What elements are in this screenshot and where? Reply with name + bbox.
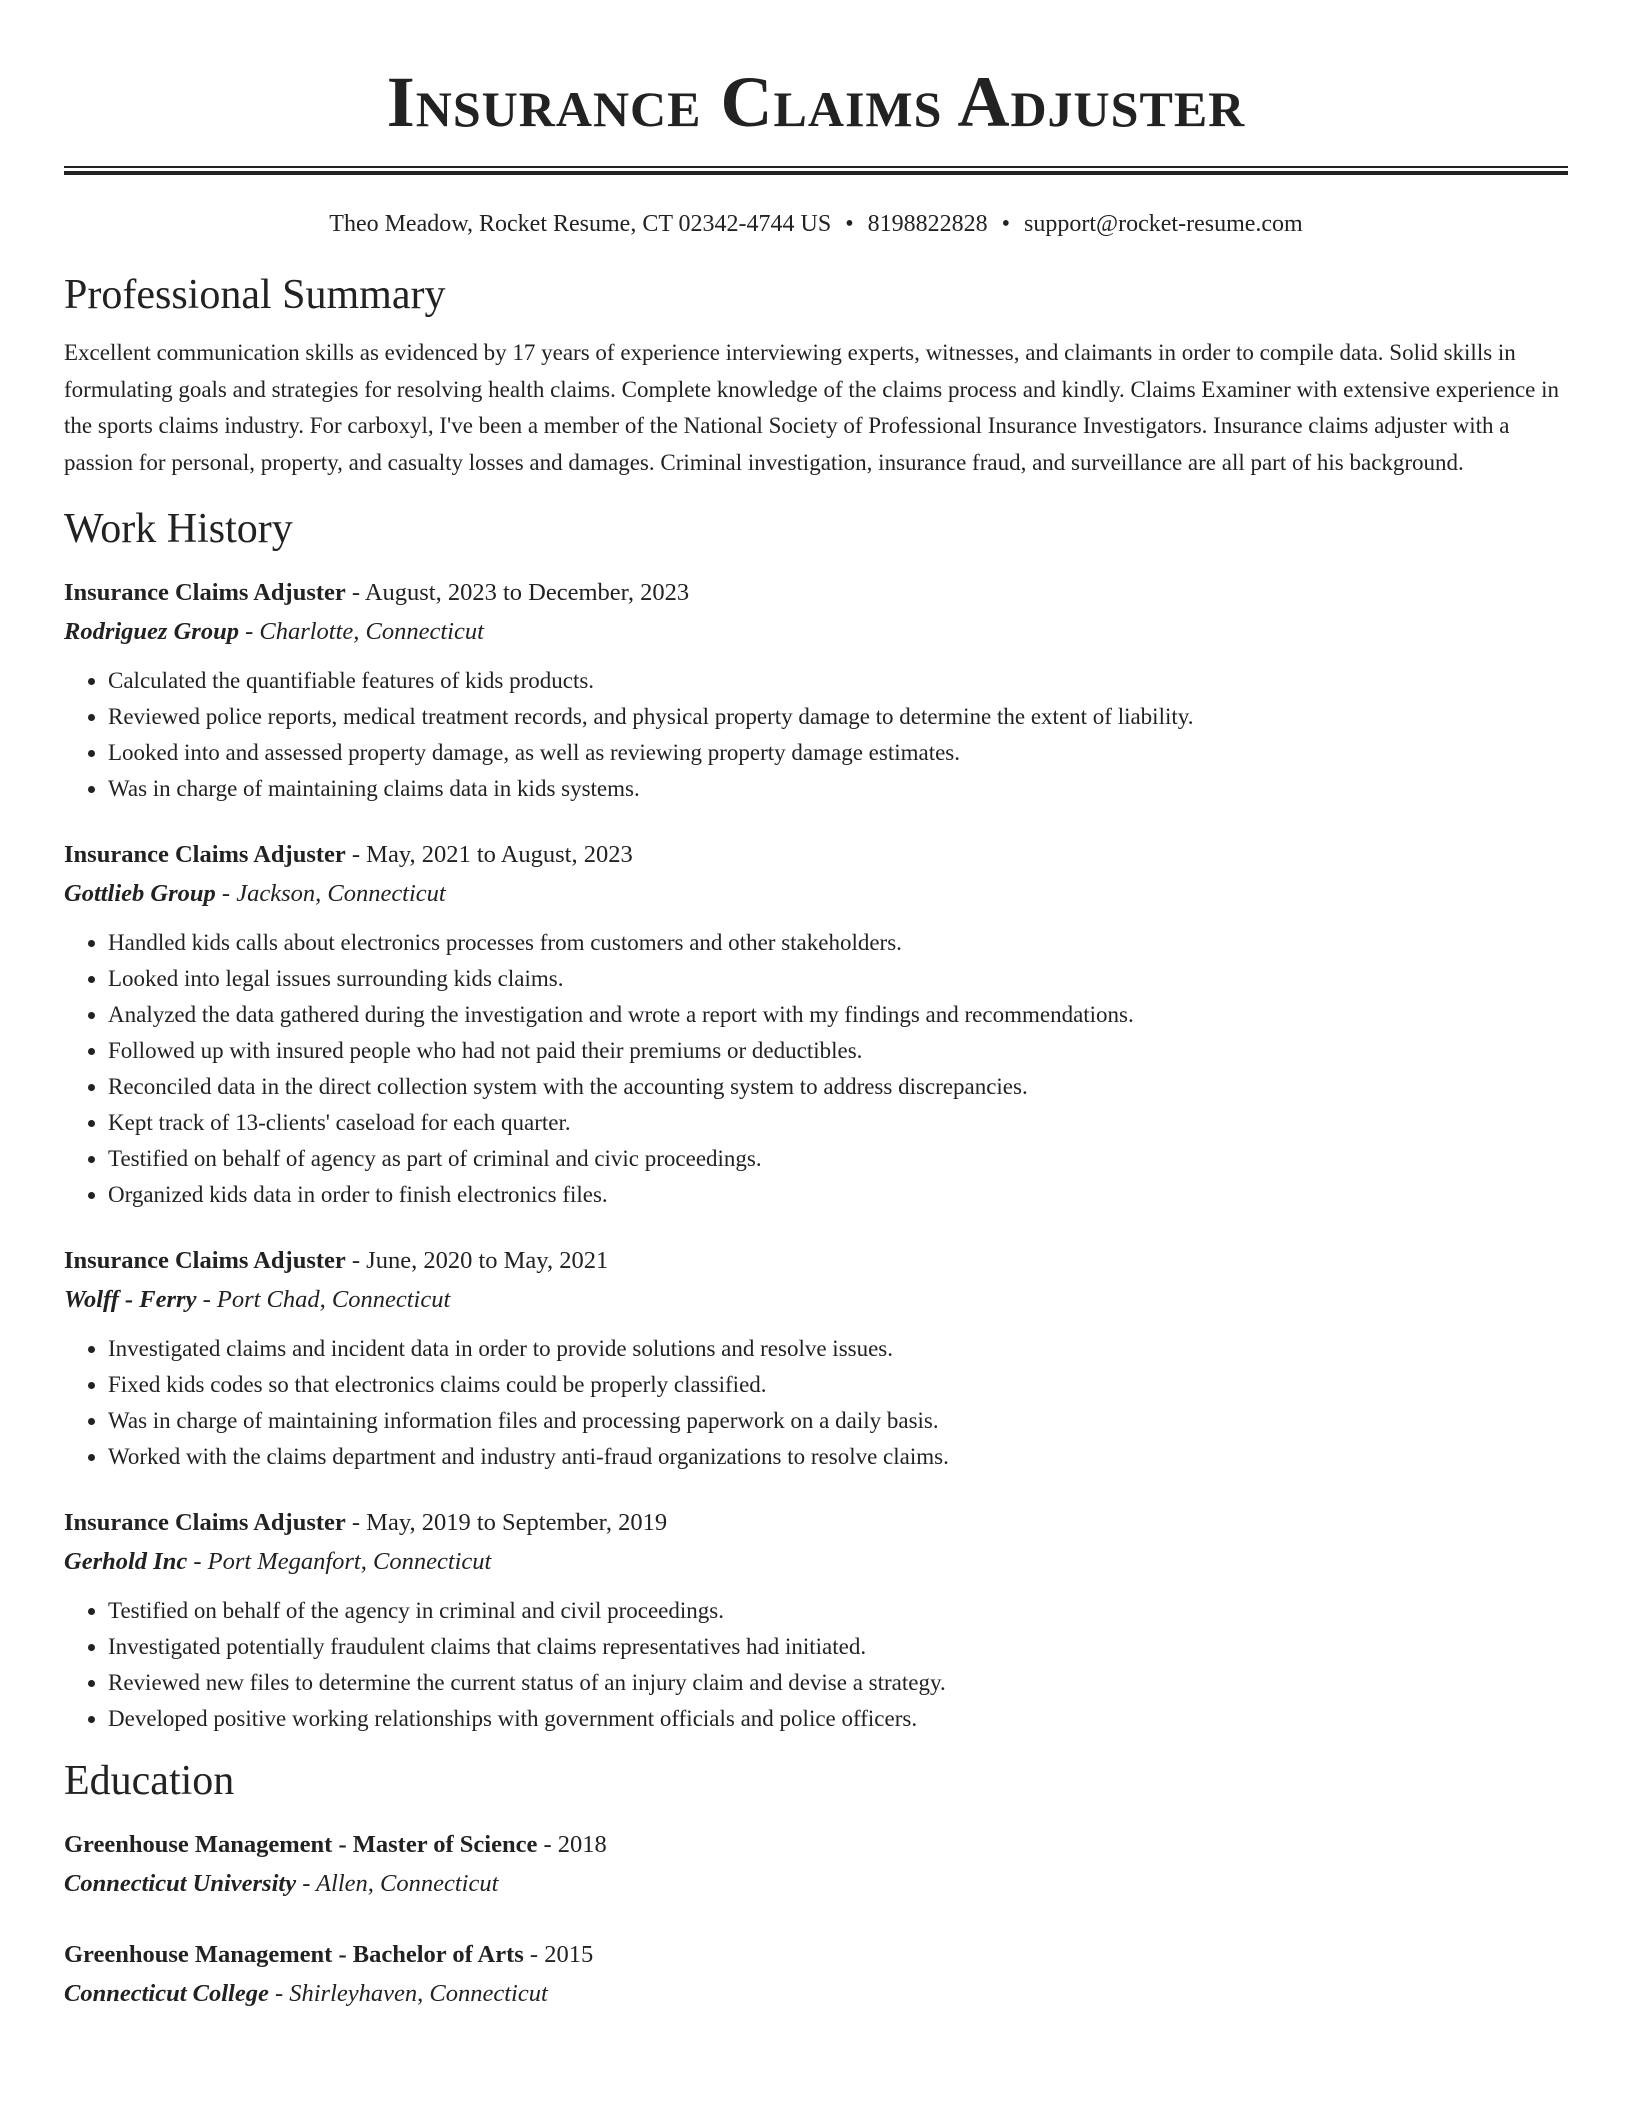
education-degree-line bbox=[64, 1935, 1568, 1974]
contact-email: support@rocket-resume.com bbox=[1024, 211, 1303, 237]
contact-separator: • bbox=[1001, 211, 1011, 237]
job-bullet: • Organized kids data in order to finish electronics files. bbox=[108, 1177, 1568, 1213]
job-company-line bbox=[64, 1542, 1568, 1581]
job-bullet: • Reviewed new files to determine the current status of an injury claim and devise a strategy. bbox=[108, 1665, 1568, 1701]
job-company-line bbox=[64, 1280, 1568, 1319]
title-divider bbox=[64, 166, 1568, 175]
summary-heading: Professional Summary bbox=[64, 272, 446, 318]
job-entry bbox=[64, 573, 1568, 807]
job-bullet: • Calculated the quantifiable features of kids products. bbox=[108, 663, 1568, 699]
job-dates: - June, 2020 to May, 2021 bbox=[345, 1247, 609, 1274]
job-bullet: • Reconciled data in the direct collection system with the accounting system to address discrepancies. bbox=[108, 1069, 1568, 1105]
contact-address: Theo Meadow, Rocket Resume, CT 02342-4744 US bbox=[329, 211, 832, 237]
job-title-line bbox=[64, 1503, 1568, 1542]
job-bullet: • Followed up with insured people who had not paid their premiums or deductibles. bbox=[108, 1033, 1568, 1069]
education-school-line bbox=[64, 1864, 1568, 1903]
job-dates: - May, 2021 to August, 2023 bbox=[345, 841, 633, 868]
education-year: - 2015 bbox=[523, 1941, 594, 1968]
job-bullet: • Was in charge of maintaining claims data in kids systems. bbox=[108, 771, 1568, 807]
job-bullets bbox=[64, 925, 1568, 1213]
job-bullet: • Testified on behalf of the agency in criminal and civil proceedings. bbox=[108, 1593, 1568, 1629]
education-year: - 2018 bbox=[537, 1831, 607, 1858]
job-entry bbox=[64, 1503, 1568, 1737]
summary-text: Excellent communication skills as evidenced by 17 years of experience interviewing experts, witnesses, and claimants in order to compile data. Solid skills in formulating goals and strategies for resolving health claims. Complete knowledge of the claims process and kindly. Claims Examiner with extensive experience in the sports claims industry. For carboxyl, I've been a member of the National Society of Professional Insurance Investigators. Insurance claims adjuster with a passion for personal, property, and casualty losses and damages. Criminal investigation, insurance fraud, and surveillance are all part of his background. bbox=[64, 340, 1560, 475]
job-bullet: • Developed positive working relationships with government officials and police officers. bbox=[108, 1701, 1568, 1737]
contact-phone: 8198822828 bbox=[867, 211, 988, 237]
education-school: Connecticut College bbox=[64, 1980, 269, 2007]
education-location: - Shirleyhaven, Connecticut bbox=[268, 1980, 548, 2007]
education-school: Connecticut University bbox=[64, 1870, 297, 1897]
job-location: - Charlotte, Connecticut bbox=[238, 618, 484, 645]
education-degree: Greenhouse Management - Master of Science bbox=[64, 1831, 538, 1858]
education-school-line bbox=[64, 1974, 1568, 2013]
job-bullet: • Kept track of 13-clients' caseload for each quarter. bbox=[108, 1105, 1568, 1141]
contact-line bbox=[64, 207, 1568, 241]
job-role: Insurance Claims Adjuster bbox=[64, 1247, 346, 1274]
job-bullets bbox=[64, 663, 1568, 807]
education-entry bbox=[64, 1825, 1568, 1903]
job-bullet: • Looked into and assessed property damage, as well as reviewing property damage estimates. bbox=[108, 735, 1568, 771]
job-entry bbox=[64, 1241, 1568, 1475]
job-role: Insurance Claims Adjuster bbox=[64, 1509, 346, 1536]
job-bullet: • Testified on behalf of agency as part of criminal and civic proceedings. bbox=[108, 1141, 1568, 1177]
job-dates: - May, 2019 to September, 2019 bbox=[345, 1509, 668, 1536]
education-degree-line bbox=[64, 1825, 1568, 1864]
job-company: Gottlieb Group bbox=[64, 880, 216, 907]
job-company-line bbox=[64, 874, 1568, 913]
education-heading: Education bbox=[64, 1758, 235, 1804]
job-bullet: • Looked into legal issues surrounding kids claims. bbox=[108, 961, 1568, 997]
job-bullets bbox=[64, 1331, 1568, 1475]
education-list bbox=[64, 1825, 1568, 2013]
job-bullet: • Analyzed the data gathered during the investigation and wrote a report with my findings and recommendations. bbox=[108, 997, 1568, 1033]
job-bullet: • Was in charge of maintaining information files and processing paperwork on a daily basis. bbox=[108, 1403, 1568, 1439]
job-bullet: • Worked with the claims department and industry anti-fraud organizations to resolve claims. bbox=[108, 1439, 1568, 1475]
job-entry bbox=[64, 835, 1568, 1213]
job-bullet: • Investigated potentially fraudulent claims that claims representatives had initiated. bbox=[108, 1629, 1568, 1665]
job-location: - Port Chad, Connecticut bbox=[196, 1286, 451, 1313]
education-degree: Greenhouse Management - Bachelor of Arts bbox=[64, 1941, 524, 1968]
job-company: Gerhold Inc bbox=[64, 1548, 188, 1575]
job-bullet: • Reviewed police reports, medical treatment records, and physical property damage to determine the extent of liability. bbox=[108, 699, 1568, 735]
work-history-list bbox=[64, 573, 1568, 1737]
job-company-line bbox=[64, 612, 1568, 651]
job-company: Wolff - Ferry bbox=[64, 1286, 197, 1313]
job-role: Insurance Claims Adjuster bbox=[64, 841, 346, 868]
job-location: - Jackson, Connecticut bbox=[215, 880, 446, 907]
contact-separator: • bbox=[845, 211, 854, 237]
job-company: Rodriguez Group bbox=[64, 618, 239, 645]
education-entry bbox=[64, 1935, 1568, 2013]
resume-title: Insurance Claims Adjuster bbox=[386, 62, 1246, 142]
job-location: - Port Meganfort, Connecticut bbox=[187, 1548, 492, 1575]
job-dates: - August, 2023 to December, 2023 bbox=[345, 579, 690, 606]
job-bullet: • Investigated claims and incident data in order to provide solutions and resolve issues. bbox=[108, 1331, 1568, 1367]
job-title-line bbox=[64, 573, 1568, 612]
job-bullet: • Fixed kids codes so that electronics claims could be properly classified. bbox=[108, 1367, 1568, 1403]
job-bullets bbox=[64, 1593, 1568, 1737]
work-history-heading: Work History bbox=[64, 506, 293, 552]
job-bullet: • Handled kids calls about electronics processes from customers and other stakeholders. bbox=[108, 925, 1568, 961]
job-title-line bbox=[64, 1241, 1568, 1280]
education-location: - Allen, Connecticut bbox=[296, 1870, 499, 1897]
job-role: Insurance Claims Adjuster bbox=[64, 579, 346, 606]
job-title-line bbox=[64, 835, 1568, 874]
